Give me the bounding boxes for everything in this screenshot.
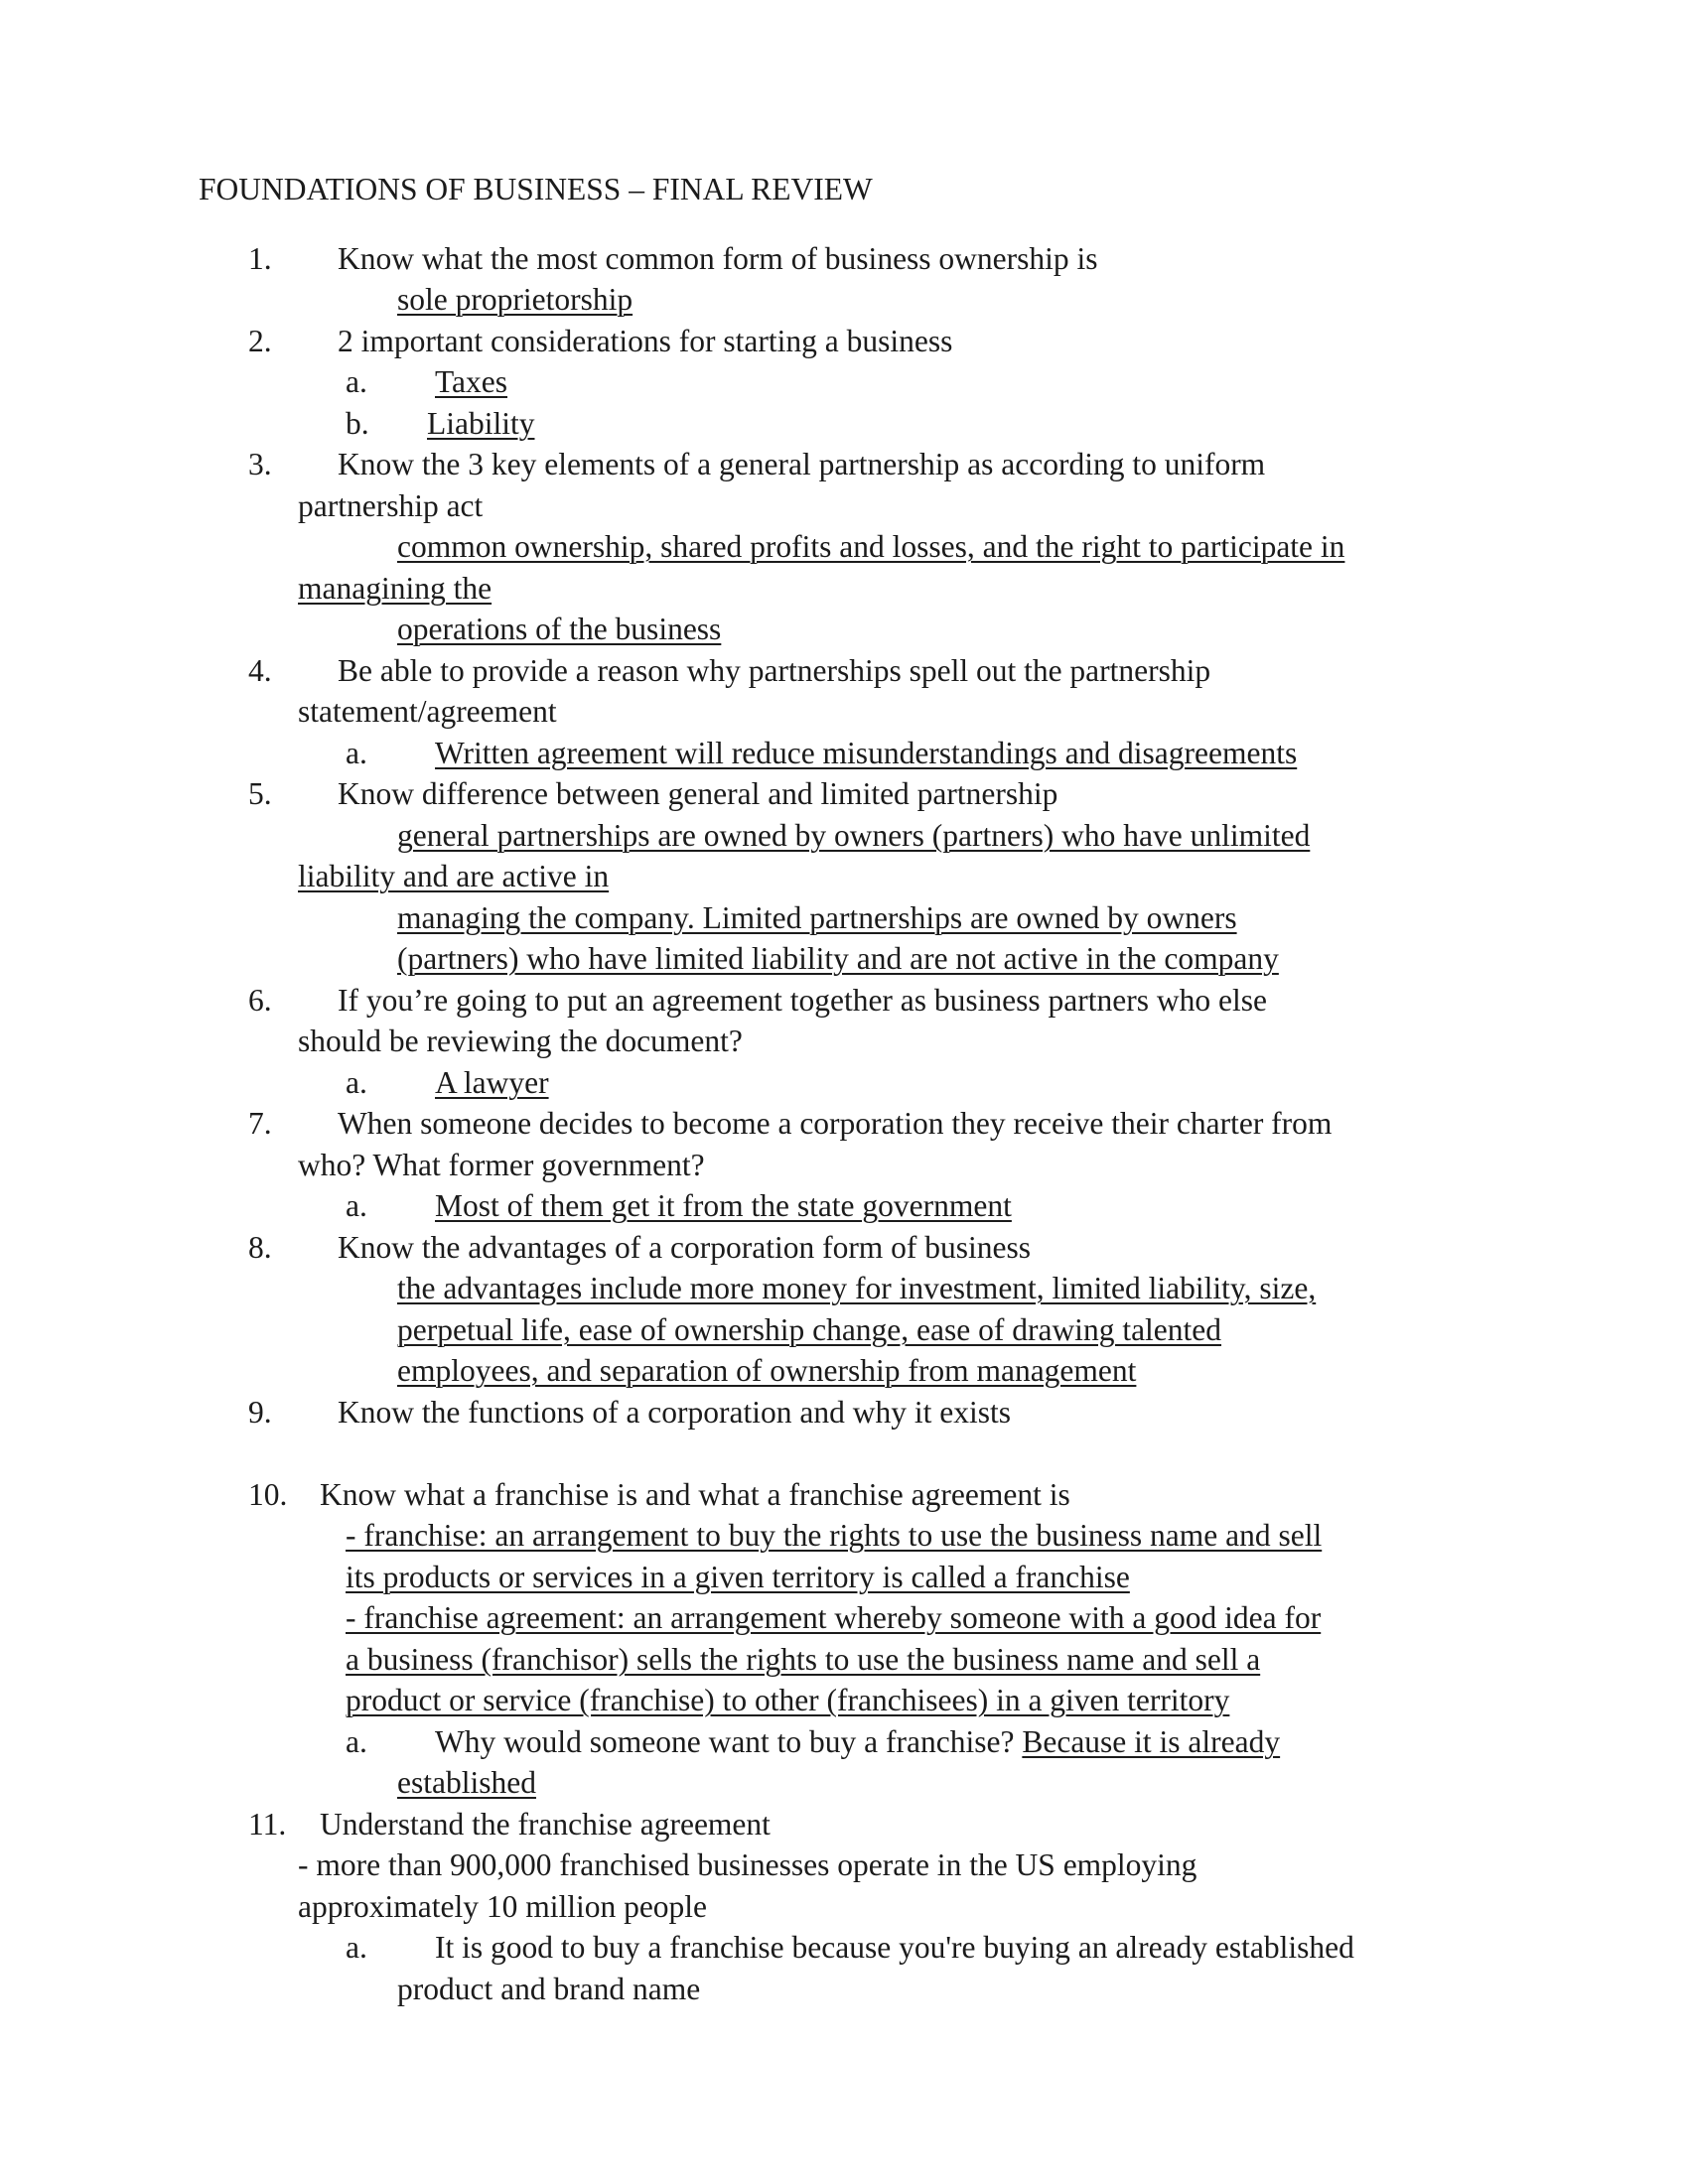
item-3-answer-line1: common ownership, shared profits and losses, and the right to participate in [397,529,1345,564]
item-9-number: 9. [248,1395,272,1430]
item-3-answer-line2: managining the [298,571,492,606]
item-9-question: Know the functions of a corporation and why it exists [338,1395,1011,1430]
item-11-sub-a-label: a. [346,1930,367,1965]
item-8-answer-line2: perpetual life, ease of ownership change, ease of drawing talented [397,1312,1222,1347]
item-1-number: 1. [248,241,272,276]
item-6-sub-a: a. A lawyer [346,1065,549,1100]
item-6-number: 6. [248,983,272,1018]
item-7-sub-a: a. Most of them get it from the state government [346,1188,1012,1223]
item-11-sub-a-line2: product and brand name [397,1972,701,2006]
item-5-question: Know difference between general and limited partnership [338,776,1058,811]
item-11-number: 11. [248,1807,287,1842]
item-8-number: 8. [248,1230,272,1265]
item-4-question-line2: statement/agreement [298,694,557,729]
item-10-number: 10. [248,1477,288,1512]
item-4-number: 4. [248,653,272,688]
item-10-answer-line4: a business (franchisor) sells the rights to use the business name and sell a [346,1642,1261,1677]
item-10-question: Know what a franchise is and what a franchise agreement is [320,1477,1070,1512]
item-5-answer-line3: managing the company. Limited partnerships are owned by owners [397,900,1237,935]
item-8-answer-line3: employees, and separation of ownership from management [397,1353,1137,1388]
item-5-answer-line2: liability and are active in [298,859,610,893]
item-7-question-line2: who? What former government? [298,1148,705,1182]
item-10-answer-line5: product or service (franchise) to other (franchisees) in a given territory [346,1683,1230,1717]
item-10-sub-a-answer-line2: established [397,1765,536,1800]
item-8-question: Know the advantages of a corporation form of business [338,1230,1032,1265]
item-11-note-line1: - more than 900,000 franchised businesses operate in the US employing [298,1847,1197,1882]
item-10-sub-a: Why would someone want to buy a franchise? Because it is already [435,1724,1281,1759]
item-4-sub-a: a. Written agreement will reduce misunderstandings and disagreements [346,736,1298,770]
item-5-answer-line1: general partnerships are owned by owners (partners) who have unlimited [397,818,1311,853]
item-3-question-line2: partnership act [298,488,484,523]
item-11-sub-a-line1: It is good to buy a franchise because you're buying an already established [435,1930,1354,1965]
item-2-sub-a: a. Taxes [346,364,508,399]
item-7-question-line1: When someone decides to become a corporation they receive their charter from [338,1106,1333,1141]
item-10-answer-line3: - franchise agreement: an arrangement whereby someone with a good idea for [346,1600,1322,1635]
page-title: FOUNDATIONS OF BUSINESS – FINAL REVIEW [199,172,873,206]
item-11-note-line2: approximately 10 million people [298,1889,708,1924]
item-10-sub-a-label: a. [346,1724,367,1759]
item-4-question-line1: Be able to provide a reason why partnerships spell out the partnership [338,653,1211,688]
item-1-question: Know what the most common form of business ownership is [338,241,1098,276]
item-6-question-line2: should be reviewing the document? [298,1024,743,1058]
item-5-answer-line4: (partners) who have limited liability and are not active in the company [397,941,1279,976]
item-3-question-line1: Know the 3 key elements of a general partnership as according to uniform [338,447,1266,481]
item-10-answer-line1: - franchise: an arrangement to buy the rights to use the business name and sell [346,1518,1323,1553]
item-5-number: 5. [248,776,272,811]
item-10-answer-line2: its products or services in a given territory is called a franchise [346,1560,1130,1594]
item-6-question-line1: If you’re going to put an agreement together as business partners who else [338,983,1267,1018]
item-11-question: Understand the franchise agreement [320,1807,771,1842]
item-7-number: 7. [248,1106,272,1141]
item-2-question: 2 important considerations for starting a business [338,324,953,358]
item-3-answer-line3: operations of the business [397,612,722,646]
item-2-sub-b: b. Liability [346,406,535,441]
item-8-answer-line1: the advantages include more money for investment, limited liability, size, [397,1271,1317,1305]
item-3-number: 3. [248,447,272,481]
item-2-number: 2. [248,324,272,358]
item-1-answer: sole proprietorship [397,282,633,317]
